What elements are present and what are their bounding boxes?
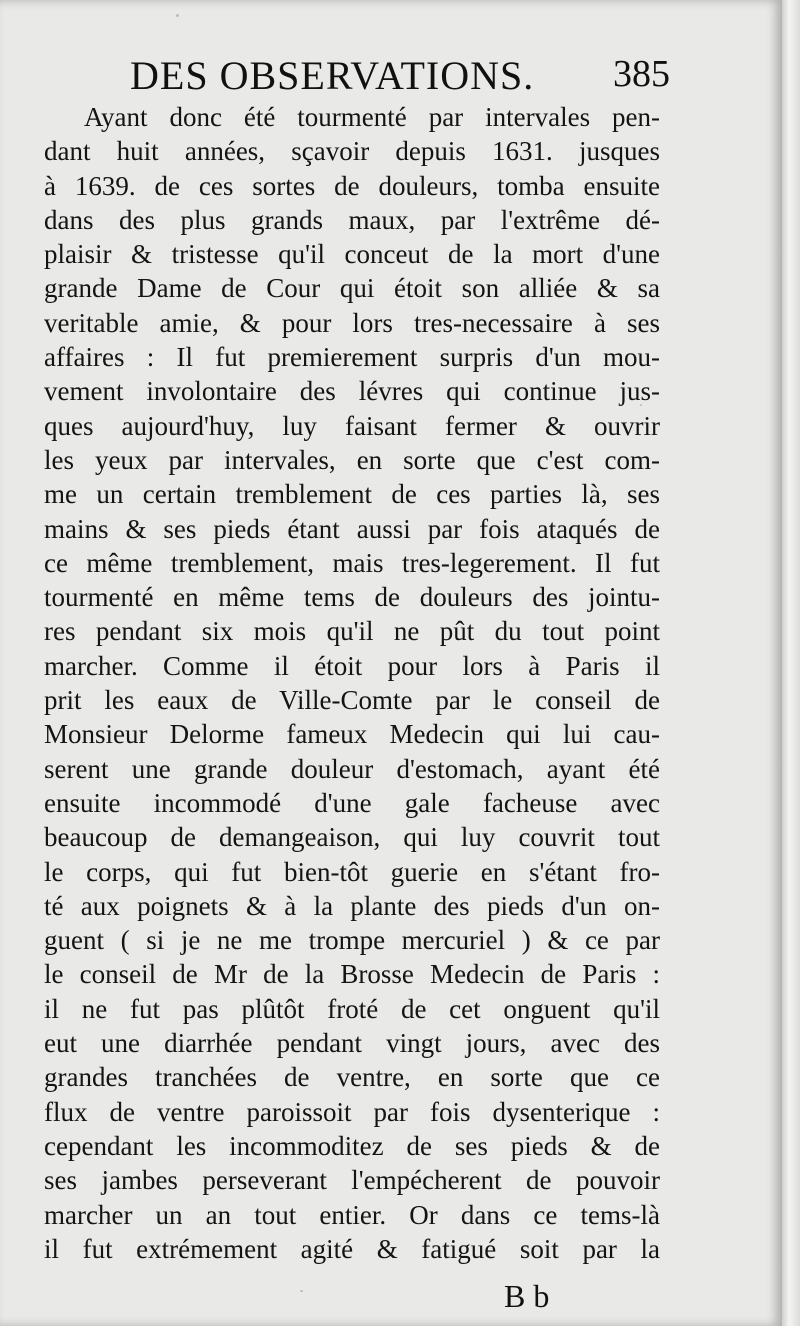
paper-speck — [640, 404, 642, 406]
text-line: le corps, qui fut bien-tôt guerie en s'étant fro- — [44, 856, 660, 887]
page-number: 385 — [613, 53, 670, 95]
paper-speck — [300, 1290, 303, 1292]
text-line: les yeux par intervales, en sorte que c'est com- — [44, 444, 660, 475]
signature-mark: B b — [504, 1278, 550, 1314]
text-line: me un certain tremblement de ces parties là, ses — [44, 479, 660, 510]
text-line: grande Dame de Cour qui étoit son alliée & sa — [44, 273, 660, 304]
text-line: flux de ventre paroissoit par fois dysenterique : — [44, 1096, 660, 1127]
text-line: dans des plus grands maux, par l'extrême dé- — [44, 204, 660, 235]
text-line: vement involontaire des lévres qui continue jus- — [44, 376, 660, 407]
text-line: beaucoup de demangeaison, qui luy couvrit tout — [44, 822, 660, 853]
text-line: ce même tremblement, mais tres-legerement. Il fut — [44, 547, 660, 578]
text-line: il ne fut pas plûtôt froté de cet onguent qu'il — [44, 993, 660, 1024]
text-line: prit les eaux de Ville-Comte par le conseil de — [44, 685, 660, 716]
text-line: plaisir & tristesse qu'il conceut de la mort d'une — [44, 239, 660, 270]
text-line: serent une grande douleur d'estomach, ayant été — [44, 753, 660, 784]
text-line: marcher. Comme il étoit pour lors à Paris il — [44, 650, 660, 681]
text-line: ses jambes perseverant l'empécherent de pouvoir — [44, 1165, 660, 1196]
text-line: Ayant donc été tourmenté par intervales pen- — [84, 102, 660, 132]
paper-speck — [176, 14, 179, 17]
text-line: affaires : Il fut premierement surpris d'un mou- — [44, 342, 660, 373]
text-line: le conseil de Mr de la Brosse Medecin de Paris : — [44, 959, 660, 990]
text-line: cependant les incommoditez de ses pieds & de — [44, 1130, 660, 1161]
text-line: il fut extrémement agité & fatigué soit par la — [44, 1233, 660, 1264]
body-text — [44, 100, 660, 1266]
text-line: ensuite incommodé d'une gale facheuse avec — [44, 787, 660, 818]
text-line: mains & ses pieds étant aussi par fois ataqués de — [44, 513, 660, 544]
text-line: ques aujourd'huy, luy faisant fermer & ouvrir — [44, 410, 660, 441]
text-line: marcher un an tout entier. Or dans ce tems-là — [44, 1199, 660, 1230]
text-line: té aux poignets & à la plante des pieds d'un on- — [44, 890, 660, 921]
text-line: dant huit années, sçavoir depuis 1631. jusques — [44, 136, 660, 167]
text-line: guent ( si je ne me trompe mercuriel ) & ce par — [44, 925, 660, 956]
page-edge — [782, 0, 800, 1326]
text-line: Monsieur Delorme fameux Medecin qui lui cau- — [44, 719, 660, 750]
text-line: eut une diarrhée pendant vingt jours, avec des — [44, 1028, 660, 1059]
running-head-title: DES OBSERVATIONS. — [130, 53, 535, 98]
text-line: res pendant six mois qu'il ne pût du tout point — [44, 616, 660, 647]
text-line: à 1639. de ces sortes de douleurs, tomba ensuite — [44, 170, 660, 201]
text-line: grandes tranchées de ventre, en sorte que ce — [44, 1062, 660, 1093]
text-line: veritable amie, & pour lors tres-necessaire à ses — [44, 307, 660, 338]
text-line: tourmenté en même tems de douleurs des jointu- — [44, 582, 660, 613]
